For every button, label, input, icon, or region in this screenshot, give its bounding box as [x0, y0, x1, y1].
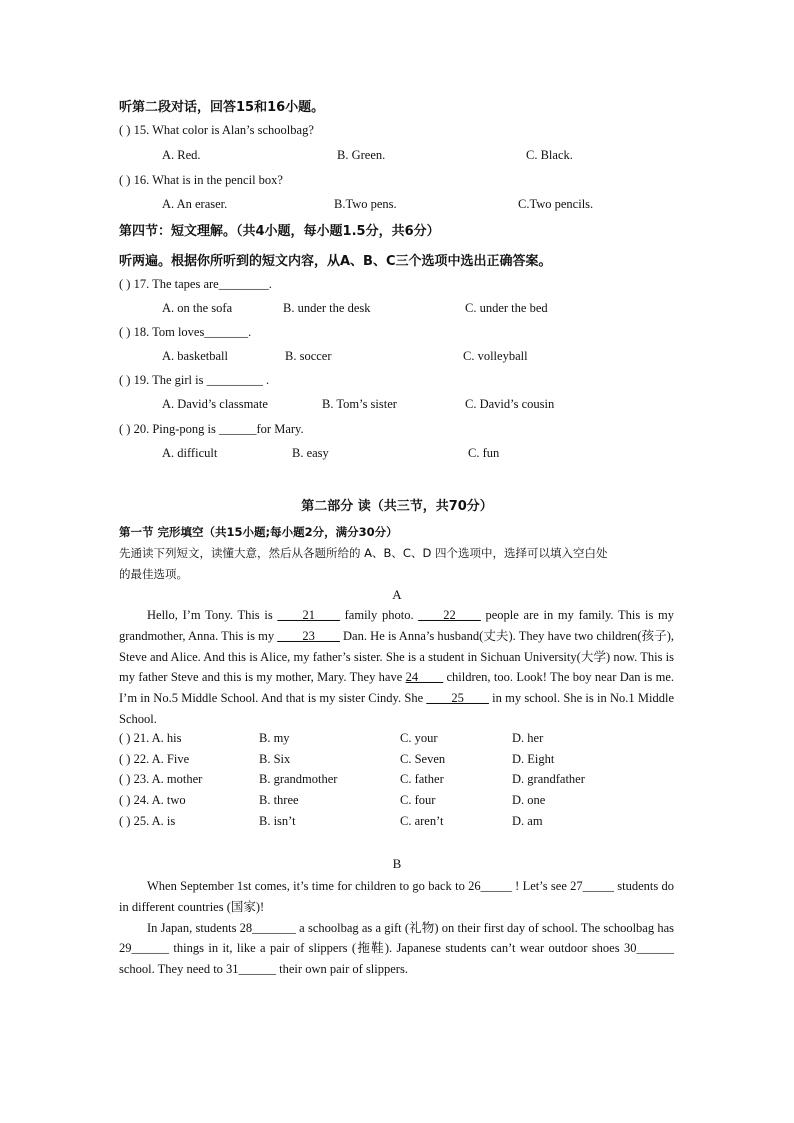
- options-row-25: [119, 814, 679, 835]
- passage-a-text: family photo.: [339, 608, 419, 622]
- option-23-b: B. grandmother: [259, 772, 338, 787]
- question-20: ( ) 20. Ping-pong is ______for Mary.: [119, 422, 304, 436]
- question-18: ( ) 18. Tom loves_______.: [119, 325, 252, 339]
- option-21-b: B. my: [259, 731, 290, 745]
- option-16-c: C.Two pencils.: [518, 197, 594, 211]
- option-20-b: B. easy: [292, 446, 329, 460]
- option-22-c: C. Seven: [400, 751, 446, 766]
- option-20-a: A. difficult: [162, 446, 218, 460]
- option-18-c: C. volleyball: [463, 349, 528, 363]
- option-18-a: A. basketball: [162, 349, 228, 363]
- question-16: ( ) 16. What is in the pencil box?: [119, 173, 283, 187]
- option-15-a: A. Red.: [162, 148, 201, 162]
- passage-b-label: B: [392, 856, 402, 871]
- cloze-header: 第一节 完形填空（共15小题;每小题2分，满分30分）: [119, 525, 398, 539]
- option-25-b: B. isn’t: [259, 813, 296, 828]
- option-21-a: ( ) 21. A. his: [119, 731, 182, 745]
- option-15-b: B. Green.: [337, 148, 386, 162]
- options-row-24: [119, 793, 679, 814]
- option-23-d: D. grandfather: [512, 772, 585, 787]
- section-4-instructions: 听两遍。根据你所听到的短文内容，从A、B、C三个选项中选出正确答案。: [119, 254, 552, 269]
- blank-24: 24____: [405, 670, 444, 685]
- option-21-d: D. her: [512, 731, 544, 745]
- option-16-b: B.Two pens.: [334, 197, 397, 211]
- options-row-23: [119, 772, 679, 793]
- passage-a-text: children, too. Look! The boy near Dan is me. I’m in No.5 Middle School. And that is my sister Cindy. She: [119, 670, 674, 706]
- passage-a-label: A: [392, 587, 402, 602]
- question-19: ( ) 19. The girl is _________ .: [119, 373, 270, 387]
- part-2-title: 第二部分 读（共三节，共70分）: [301, 499, 493, 514]
- options-row-21: [119, 731, 679, 752]
- question-15: ( ) 15. What color is Alan’s schoolbag?: [119, 123, 314, 137]
- option-24-c: C. four: [400, 793, 436, 808]
- blank-25: ____25____: [426, 691, 489, 706]
- passage-a: [119, 605, 674, 730]
- option-17-b: B. under the desk: [283, 301, 371, 315]
- passage-a-text: in my school. She is in No.1 Middle School.: [119, 691, 675, 726]
- option-25-c: C. aren’t: [400, 813, 444, 828]
- option-17-a: A. on the sofa: [162, 301, 233, 315]
- option-24-b: B. three: [259, 793, 299, 808]
- option-25-d: D. am: [512, 813, 543, 828]
- blank-22: ____22____: [418, 608, 481, 622]
- cloze-instructions-line-1: 先通读下列短文，读懂大意，然后从各题所给的 A、B、C、D 四个选项中，选择可以填入空白处: [119, 546, 608, 560]
- passage-a-text: Dan. He is Anna’s husband(丈夫). They have two children(孩子), Steve and Alice. And this is Alice, my father’s sister. She is a student in Sichuan University(大学) now. This is my father Steve and this is my mother, Mary. They have: [119, 628, 674, 685]
- option-21-c: C. your: [400, 731, 438, 745]
- option-22-b: B. Six: [259, 751, 291, 766]
- passage-a-paragraph: [119, 605, 674, 730]
- blank-21: ____21____: [277, 608, 340, 622]
- passage-b: [119, 876, 674, 980]
- option-16-a: A. An eraser.: [162, 197, 228, 211]
- option-17-c: C. under the bed: [465, 301, 548, 315]
- option-24-a: ( ) 24. A. two: [119, 793, 186, 808]
- option-24-d: D. one: [512, 793, 546, 808]
- option-25-a: ( ) 25. A. is: [119, 813, 176, 828]
- option-23-c: C. father: [400, 772, 444, 787]
- option-20-c: C. fun: [468, 446, 500, 460]
- cloze-instructions-line-2: 的最佳选项。: [119, 567, 188, 581]
- passage-b-paragraph-2: In Japan, students 28_______ a schoolbag as a gift (礼物) on their first day of school. The schoolbag has 29______ things in it, like a pair of slippers (拖鞋). Japanese students can’t wear outdoor shoes 30______ school. They need to 31______ their own pair of slippers.: [119, 920, 674, 977]
- option-15-c: C. Black.: [526, 148, 573, 162]
- blank-23: ____23____: [277, 628, 340, 643]
- option-19-b: B. Tom’s sister: [322, 397, 397, 411]
- passage-a-text: people are in my family. This is my grandmother, Anna. This is my: [119, 608, 674, 643]
- option-19-c: C. David’s cousin: [465, 397, 555, 411]
- passage-a-options: [119, 731, 679, 834]
- option-23-a: ( ) 23. A. mother: [119, 772, 203, 787]
- passage-a-text: Hello, I’m Tony. This is: [147, 608, 278, 622]
- passage-b-paragraph-1: When September 1st comes, it’s time for children to go back to 26_____ ! Let’s see 27_____ students do in different countries (国家)!: [119, 879, 674, 914]
- section-header-4: 第四节：短文理解。（共4小题，每小题1.5分，共6分）: [119, 224, 440, 239]
- option-18-b: B. soccer: [285, 349, 332, 363]
- option-22-d: D. Eight: [512, 751, 555, 766]
- option-22-a: ( ) 22. A. Five: [119, 751, 190, 766]
- options-row-22: [119, 752, 679, 773]
- option-19-a: A. David’s classmate: [162, 397, 268, 411]
- section-header-dialogue-2: 听第二段对话，回答15和16小题。: [119, 100, 325, 115]
- question-17: ( ) 17. The tapes are________.: [119, 277, 272, 291]
